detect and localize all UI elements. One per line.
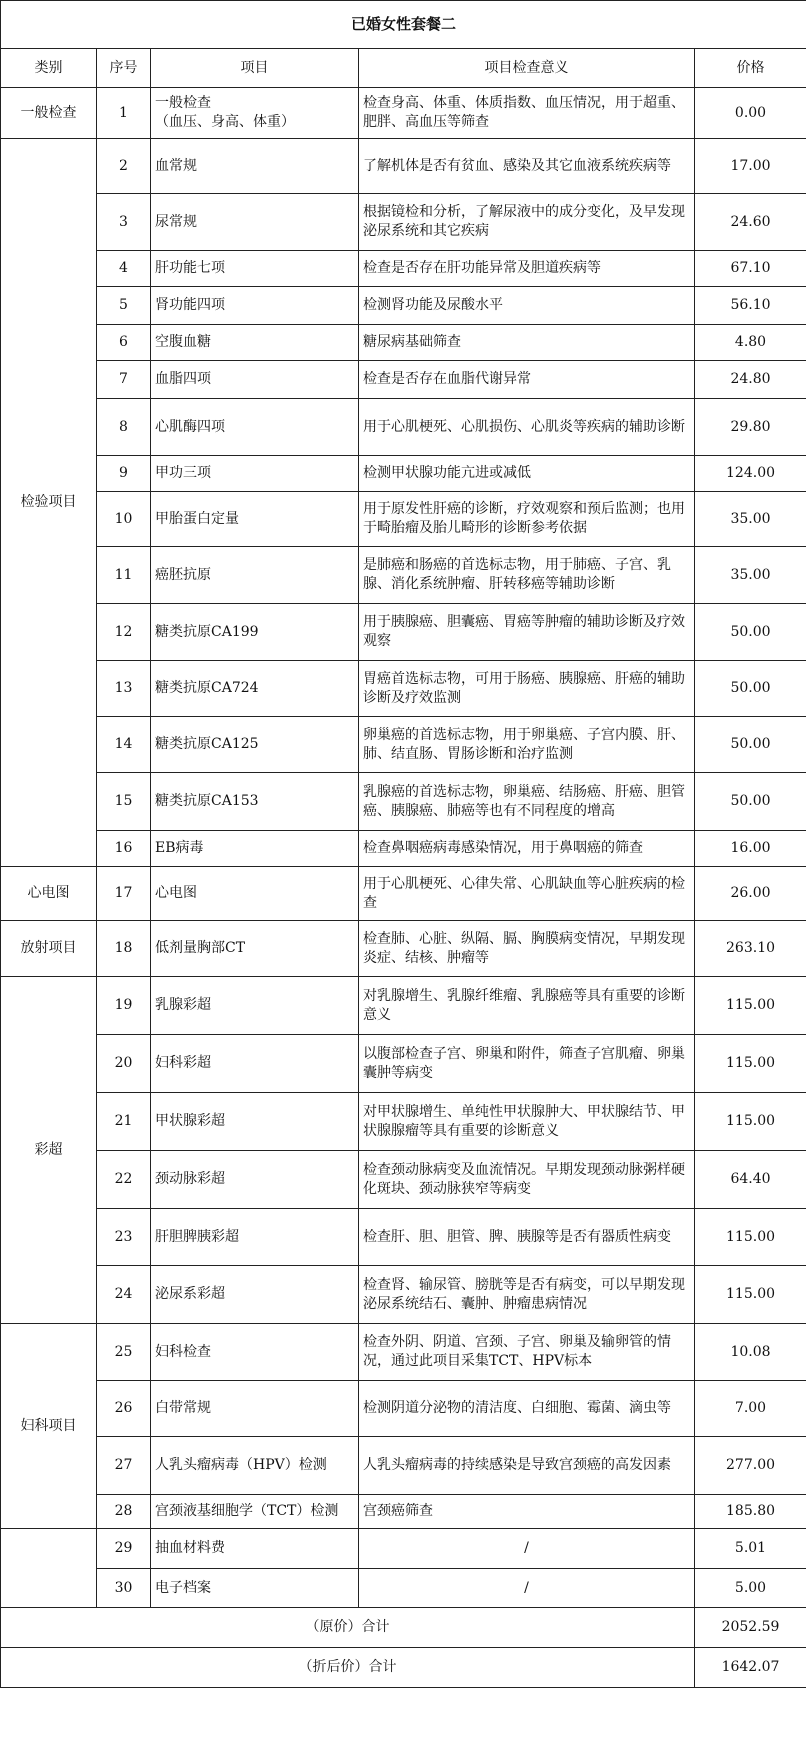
meaning-cell: 根据镜检和分析，了解尿液中的成分变化，及早发现泌尿系统和其它疾病 [359, 194, 695, 251]
meaning-cell: 检查是否存在血脂代谢异常 [359, 361, 695, 399]
category-cell: 心电图 [1, 867, 97, 921]
total-label: （原价）合计 [1, 1608, 695, 1648]
total-value: 1642.07 [695, 1648, 806, 1688]
number-cell: 23 [97, 1209, 151, 1266]
table-row [1, 921, 806, 977]
table-row [1, 1324, 806, 1381]
item-cell: 妇科检查 [151, 1324, 359, 1381]
item-cell: 乳腺彩超 [151, 977, 359, 1035]
number-cell: 3 [97, 194, 151, 251]
price-cell: 50.00 [695, 773, 806, 831]
meaning-cell: 对乳腺增生、乳腺纤维瘤、乳腺癌等具有重要的诊断意义 [359, 977, 695, 1035]
meaning-cell: 用于胰腺癌、胆囊癌、胃癌等肿瘤的辅助诊断及疗效观察 [359, 604, 695, 661]
meaning-cell: 检查外阴、阴道、宫颈、子宫、卵巢及输卵管的情况，通过此项目采集TCT、HPV标本 [359, 1324, 695, 1381]
price-cell: 0.00 [695, 88, 806, 139]
item-cell: 肾功能四项 [151, 287, 359, 325]
item-cell: 肝胆脾胰彩超 [151, 1209, 359, 1266]
item-cell: 泌尿系彩超 [151, 1266, 359, 1324]
table-row [1, 139, 806, 194]
meaning-cell: 胃癌首选标志物，可用于肠癌、胰腺癌、肝癌的辅助诊断及疗效监测 [359, 661, 695, 717]
number-cell: 21 [97, 1093, 151, 1151]
price-cell: 124.00 [695, 456, 806, 492]
number-cell: 15 [97, 773, 151, 831]
number-cell: 28 [97, 1495, 151, 1529]
total-row [1, 1608, 806, 1648]
total-label: （折后价）合计 [1, 1648, 695, 1688]
total-row [1, 1648, 806, 1688]
number-cell: 6 [97, 325, 151, 361]
header-item: 项目 [151, 49, 359, 88]
meaning-cell: 检查颈动脉病变及血流情况。早期发现颈动脉粥样硬化斑块、颈动脉狭窄等病变 [359, 1151, 695, 1209]
table-row [1, 1209, 806, 1266]
header-category: 类别 [1, 49, 97, 88]
number-cell: 25 [97, 1324, 151, 1381]
meaning-cell: 糖尿病基础筛查 [359, 325, 695, 361]
table-row [1, 1569, 806, 1608]
meaning-cell: 用于心肌梗死、心律失常、心肌缺血等心脏疾病的检查 [359, 867, 695, 921]
table-row [1, 773, 806, 831]
price-cell: 115.00 [695, 1209, 806, 1266]
number-cell: 16 [97, 831, 151, 867]
number-cell: 22 [97, 1151, 151, 1209]
category-cell: 放射项目 [1, 921, 97, 977]
item-cell: 癌胚抗原 [151, 547, 359, 604]
table-row [1, 88, 806, 139]
price-cell: 50.00 [695, 717, 806, 773]
price-cell: 185.80 [695, 1495, 806, 1529]
item-cell: 肝功能七项 [151, 251, 359, 287]
category-cell: 一般检查 [1, 88, 97, 139]
item-cell: 尿常规 [151, 194, 359, 251]
meaning-cell: 宫颈癌筛查 [359, 1495, 695, 1529]
table-row [1, 287, 806, 325]
table-row [1, 867, 806, 921]
number-cell: 2 [97, 139, 151, 194]
item-cell: 糖类抗原CA153 [151, 773, 359, 831]
meaning-cell: 检查鼻咽癌病毒感染情况，用于鼻咽癌的筛查 [359, 831, 695, 867]
price-cell: 17.00 [695, 139, 806, 194]
table-row [1, 1035, 806, 1093]
price-cell: 50.00 [695, 661, 806, 717]
price-cell: 35.00 [695, 547, 806, 604]
price-cell: 26.00 [695, 867, 806, 921]
item-cell: 糖类抗原CA724 [151, 661, 359, 717]
item-cell: 甲功三项 [151, 456, 359, 492]
item-cell: 人乳头瘤病毒（HPV）检测 [151, 1437, 359, 1495]
table-row [1, 399, 806, 456]
price-cell: 67.10 [695, 251, 806, 287]
meaning-cell: 了解机体是否有贫血、感染及其它血液系统疾病等 [359, 139, 695, 194]
price-cell: 64.40 [695, 1151, 806, 1209]
item-cell: 低剂量胸部CT [151, 921, 359, 977]
item-cell: 白带常规 [151, 1381, 359, 1437]
number-cell: 17 [97, 867, 151, 921]
category-cell: 妇科项目 [1, 1324, 97, 1529]
meaning-cell: 用于原发性肝癌的诊断，疗效观察和预后监测；也用于畸胎瘤及胎儿畸形的诊断参考依据 [359, 492, 695, 547]
item-cell: 血脂四项 [151, 361, 359, 399]
number-cell: 30 [97, 1569, 151, 1608]
table-row [1, 251, 806, 287]
number-cell: 29 [97, 1529, 151, 1569]
meaning-cell: 检测阴道分泌物的清洁度、白细胞、霉菌、滴虫等 [359, 1381, 695, 1437]
meaning-cell: 对甲状腺增生、单纯性甲状腺肿大、甲状腺结节、甲状腺腺瘤等具有重要的诊断意义 [359, 1093, 695, 1151]
item-cell: 妇科彩超 [151, 1035, 359, 1093]
number-cell: 11 [97, 547, 151, 604]
item-cell: 一般检查 （血压、身高、体重） [151, 88, 359, 139]
meaning-cell: 检查肾、输尿管、膀胱等是否有病变，可以早期发现泌尿系统结石、囊肿、肿瘤患病情况 [359, 1266, 695, 1324]
number-cell: 27 [97, 1437, 151, 1495]
table-row [1, 547, 806, 604]
table-row [1, 1093, 806, 1151]
price-cell: 24.60 [695, 194, 806, 251]
number-cell: 14 [97, 717, 151, 773]
table-row [1, 194, 806, 251]
price-cell: 263.10 [695, 921, 806, 977]
table-row [1, 1437, 806, 1495]
number-cell: 13 [97, 661, 151, 717]
meaning-cell: 检查肝、胆、胆管、脾、胰腺等是否有器质性病变 [359, 1209, 695, 1266]
meaning-cell: 检查身高、体重、体质指数、血压情况，用于超重、肥胖、高血压等筛查 [359, 88, 695, 139]
item-cell: 颈动脉彩超 [151, 1151, 359, 1209]
meaning-cell: 检查是否存在肝功能异常及胆道疾病等 [359, 251, 695, 287]
number-cell: 10 [97, 492, 151, 547]
table-row [1, 661, 806, 717]
meaning-cell: / [359, 1529, 695, 1569]
number-cell: 7 [97, 361, 151, 399]
table-row [1, 831, 806, 867]
title-row [1, 1, 806, 49]
header-price: 价格 [695, 49, 806, 88]
price-cell: 115.00 [695, 977, 806, 1035]
table-row [1, 492, 806, 547]
number-cell: 20 [97, 1035, 151, 1093]
meaning-cell: 乳腺癌的首选标志物，卵巢癌、结肠癌、肝癌、胆管癌、胰腺癌、肺癌等也有不同程度的增高 [359, 773, 695, 831]
price-cell: 10.08 [695, 1324, 806, 1381]
number-cell: 24 [97, 1266, 151, 1324]
meaning-cell: 人乳头瘤病毒的持续感染是导致宫颈癌的高发因素 [359, 1437, 695, 1495]
item-cell: 电子档案 [151, 1569, 359, 1608]
meaning-cell: / [359, 1569, 695, 1608]
meaning-cell: 卵巢癌的首选标志物，用于卵巢癌、子宫内膜、肝、肺、结直肠、胃肠诊断和治疗监测 [359, 717, 695, 773]
number-cell: 4 [97, 251, 151, 287]
price-cell: 24.80 [695, 361, 806, 399]
table-title: 已婚女性套餐二 [1, 1, 806, 49]
table-row [1, 1381, 806, 1437]
price-cell: 35.00 [695, 492, 806, 547]
price-cell: 115.00 [695, 1035, 806, 1093]
table-row [1, 717, 806, 773]
price-cell: 16.00 [695, 831, 806, 867]
price-cell: 56.10 [695, 287, 806, 325]
price-cell: 115.00 [695, 1093, 806, 1151]
number-cell: 18 [97, 921, 151, 977]
number-cell: 9 [97, 456, 151, 492]
meaning-cell: 用于心肌梗死、心肌损伤、心肌炎等疾病的辅助诊断 [359, 399, 695, 456]
price-cell: 4.80 [695, 325, 806, 361]
header-row [1, 49, 806, 88]
price-cell: 7.00 [695, 1381, 806, 1437]
category-cell [1, 1529, 97, 1608]
item-cell: 空腹血糖 [151, 325, 359, 361]
number-cell: 12 [97, 604, 151, 661]
number-cell: 26 [97, 1381, 151, 1437]
table-row [1, 977, 806, 1035]
header-number: 序号 [97, 49, 151, 88]
table-row [1, 1151, 806, 1209]
category-cell: 彩超 [1, 977, 97, 1324]
meaning-cell: 以腹部检查子宫、卵巢和附件，筛查子宫肌瘤、卵巢囊肿等病变 [359, 1035, 695, 1093]
number-cell: 8 [97, 399, 151, 456]
meaning-cell: 检查肺、心脏、纵隔、膈、胸膜病变情况，早期发现炎症、结核、肿瘤等 [359, 921, 695, 977]
item-cell: EB病毒 [151, 831, 359, 867]
number-cell: 1 [97, 88, 151, 139]
item-cell: 糖类抗原CA199 [151, 604, 359, 661]
table-row [1, 1266, 806, 1324]
number-cell: 19 [97, 977, 151, 1035]
item-cell: 甲状腺彩超 [151, 1093, 359, 1151]
table-row [1, 604, 806, 661]
meaning-cell: 检测甲状腺功能亢进或减低 [359, 456, 695, 492]
table-row [1, 1495, 806, 1529]
table-row [1, 456, 806, 492]
price-cell: 5.01 [695, 1529, 806, 1569]
item-cell: 宫颈液基细胞学（TCT）检测 [151, 1495, 359, 1529]
price-cell: 277.00 [695, 1437, 806, 1495]
item-cell: 糖类抗原CA125 [151, 717, 359, 773]
price-cell: 29.80 [695, 399, 806, 456]
price-cell: 50.00 [695, 604, 806, 661]
item-cell: 甲胎蛋白定量 [151, 492, 359, 547]
table-row [1, 1529, 806, 1569]
category-cell: 检验项目 [1, 139, 97, 867]
price-cell: 115.00 [695, 1266, 806, 1324]
meaning-cell: 是肺癌和肠癌的首选标志物，用于肺癌、子宫、乳腺、消化系统肿瘤、肝转移癌等辅助诊断 [359, 547, 695, 604]
total-value: 2052.59 [695, 1608, 806, 1648]
item-cell: 心电图 [151, 867, 359, 921]
item-cell: 心肌酶四项 [151, 399, 359, 456]
header-meaning: 项目检查意义 [359, 49, 695, 88]
item-cell: 血常规 [151, 139, 359, 194]
table-row [1, 361, 806, 399]
table-row [1, 325, 806, 361]
number-cell: 5 [97, 287, 151, 325]
item-cell: 抽血材料费 [151, 1529, 359, 1569]
price-cell: 5.00 [695, 1569, 806, 1608]
meaning-cell: 检测肾功能及尿酸水平 [359, 287, 695, 325]
